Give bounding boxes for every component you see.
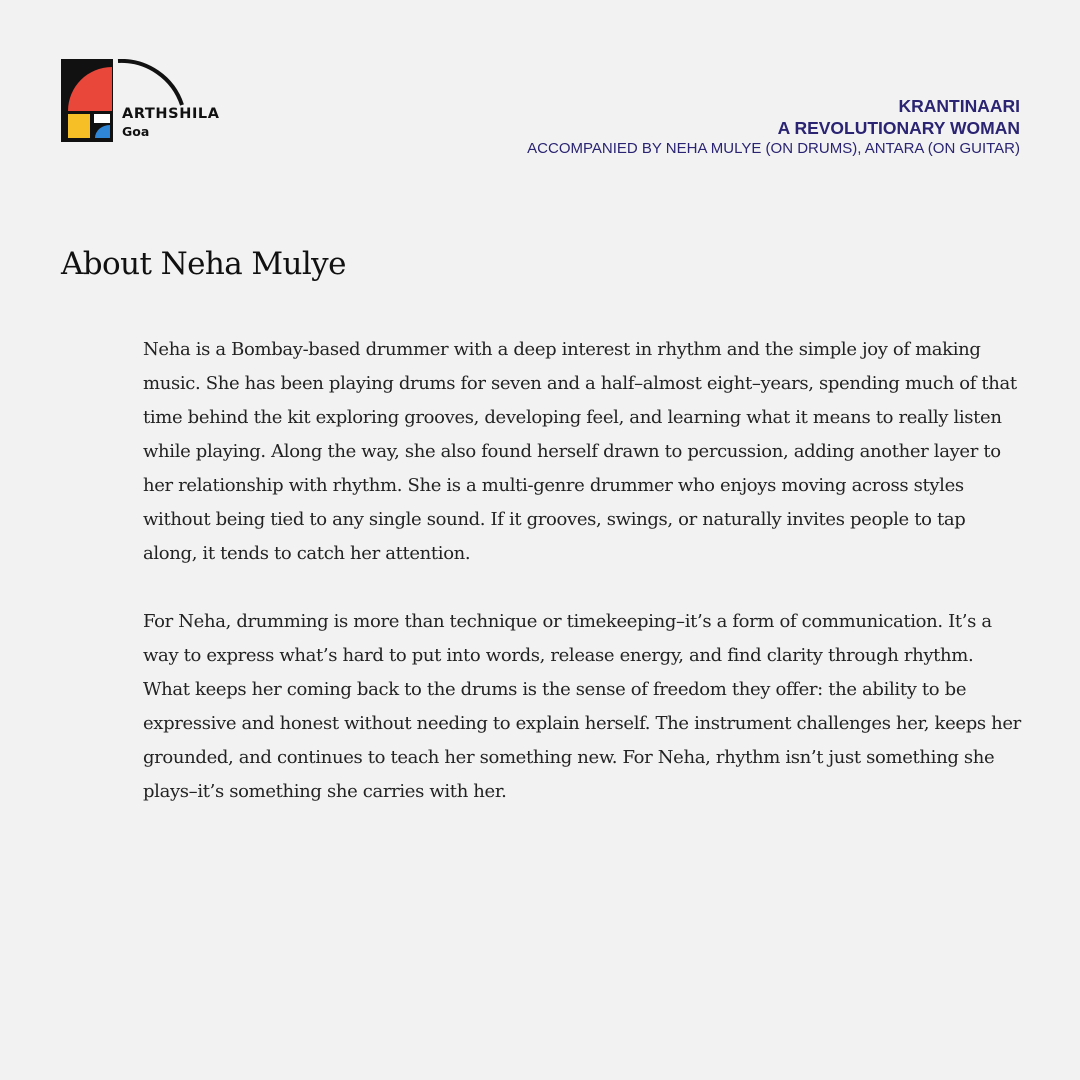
event-subtitle: A REVOLUTIONARY WOMAN: [777, 118, 1020, 138]
event-title: KRANTINAARI: [898, 96, 1020, 116]
bio-paragraph: For Neha, drumming is more than technique or timekeeping–it’s a form of communication. It’s a way to express what’s hard to put into words, release energy, and find clarity through rhythm. What keeps her coming back to the drums is the sense of freedom they offer: the ability to be expressive and honest without needing to explain herself. The instrument challenges her, keeps her grounded, and continues to teach her something new. For Neha, rhythm isn’t just something she plays–it’s something she carries with her.: [143, 611, 1021, 802]
bio-paragraph: Neha is a Bombay-based drummer with a deep interest in rhythm and the simple joy of making music. She has been playing drums for seven and a half–almost eight–years, spending much of that time behind the kit exploring grooves, developing feel, and learning what it means to really listen while playing. Along the way, she also found herself drawn to percussion, adding another layer to her relationship with rhythm. She is a multi-genre drummer who enjoys moving across styles without being tied to any single sound. If it grooves, swings, or naturally invites people to tap along, it tends to catch her attention.: [143, 339, 1017, 564]
bio-body: [143, 333, 1023, 843]
event-credits: ACCOMPANIED BY NEHA MULYE (ON DRUMS), ANTARA (ON GUITAR): [527, 140, 1020, 157]
logo-white-block: [94, 114, 110, 123]
page-title: About Neha Mulye: [61, 246, 346, 282]
logo-yellow-block: [68, 114, 90, 138]
brand-name: ARTHSHILA: [122, 106, 220, 122]
brand-city: Goa: [122, 123, 150, 139]
logo-wordmark: [122, 107, 220, 138]
logo-arc: [118, 61, 182, 105]
event-info: [527, 95, 1020, 159]
